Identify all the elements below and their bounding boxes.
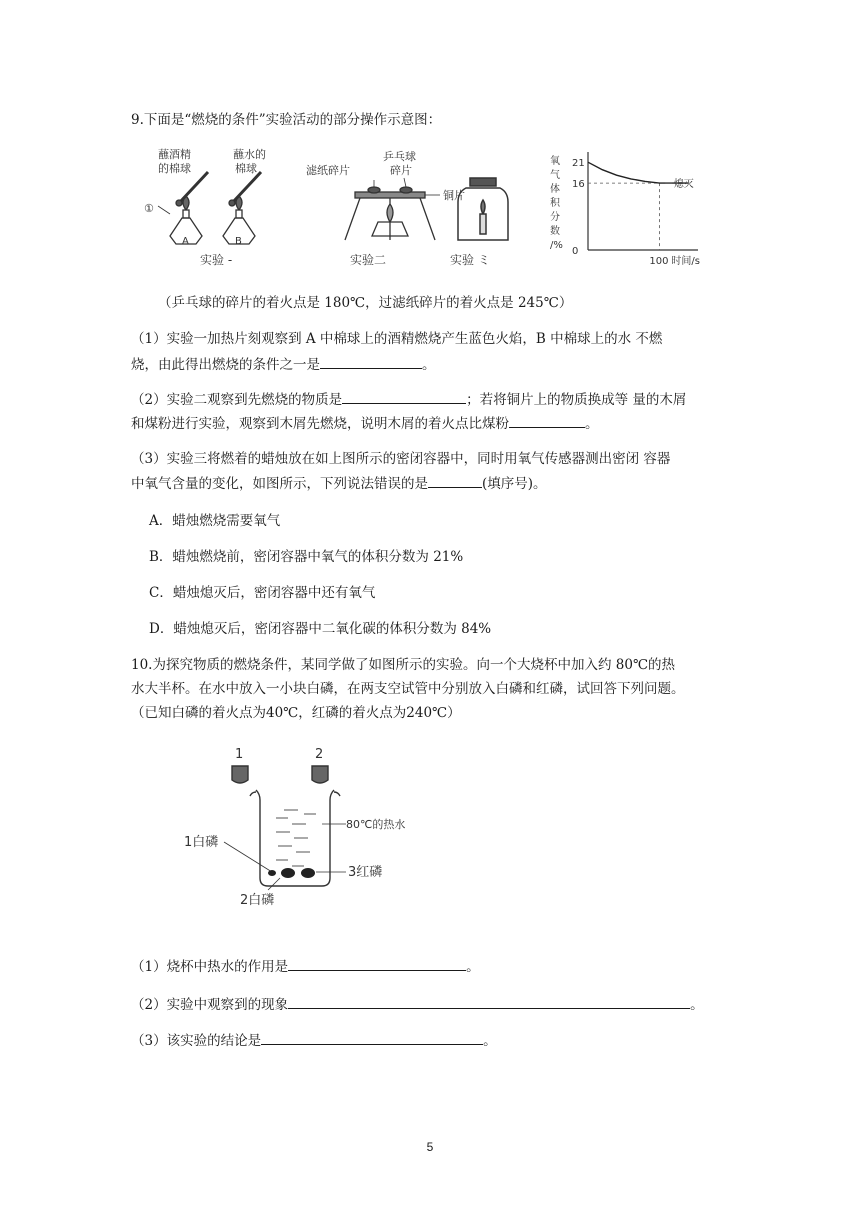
q10-stem-line1: 10.为探究物质的燃烧条件，某同学做了如图所示的实验。向一个大烧杯中加入约 80℃的热: [131, 657, 676, 673]
q9-option-c: C．蜡烛熄灭后，密闭容器中还有氧气: [149, 585, 376, 601]
label-pingpong-2: 碎片: [390, 164, 412, 177]
chart-ylabel-char: /%: [550, 240, 563, 251]
q9-note: （乒乓球的碎片的着火点是 180℃，过滤纸碎片的着火点是 245℃）: [158, 295, 573, 311]
q10-sub2: （2）实验中观察到的现象 。: [131, 994, 704, 1015]
label-alcohol-cotton-1: 蘸酒精: [158, 148, 191, 161]
label-exp3: 实验 ミ: [450, 253, 490, 267]
q9-sub3-line2: 中氧气含量的变化，如图所示，下列说法错误的是 (填序号)。: [131, 473, 547, 494]
label-water-cotton-2: 棉球: [235, 162, 257, 175]
chart-y-tick-label: 0: [572, 246, 579, 257]
q9-sub2-answer-blank-1[interactable]: [342, 389, 466, 404]
label-white-phosphorus-2: 2白磷: [240, 893, 275, 908]
q9-option-d: D．蜡烛熄灭后，密闭容器中二氧化碳的体积分数为 84%: [149, 621, 492, 637]
chart-note: 熄灭: [673, 179, 694, 191]
q10-stem-line2: 水大半杯。在水中放入一小块白磷，在两支空试管中分别放入白磷和红磷，试回答下列问题。: [131, 681, 685, 697]
chart-ylabel-char: 积: [550, 198, 560, 209]
chart-y-tick-label: 16: [572, 179, 585, 191]
q9-sub3-answer-blank[interactable]: [428, 473, 482, 488]
label-circle-1: ①: [144, 202, 154, 215]
label-white-phosphorus-1: 1白磷: [184, 835, 219, 850]
experiment-2-apparatus: [345, 178, 440, 240]
label-copper: 铜片: [443, 189, 465, 202]
q9-sub1-line2: 烧，由此得出燃烧的条件之一是 。: [131, 354, 436, 375]
chart-y-tick-label: 21: [572, 158, 585, 170]
q10-beaker-figure: [180, 740, 460, 910]
label-B: B: [235, 236, 242, 247]
chart-x-axis-label: 时间/s: [671, 256, 701, 267]
q9-sub3-line1: （3）实验三将燃着的蜡烛放在如上图所示的密闭容器中，同时用氧气传感器测出密闭 容器: [131, 451, 671, 467]
q10-sub1: （1）烧杯中热水的作用是 。: [131, 956, 480, 977]
q10-sub1-answer-blank[interactable]: [288, 956, 466, 971]
oxygen-chart: [550, 152, 700, 267]
page-number: 5: [426, 1140, 434, 1154]
q9-option-b: B．蜡烛燃烧前，密闭容器中氧气的体积分数为 21%: [149, 549, 464, 565]
q9-figure: [140, 140, 720, 275]
label-A: A: [182, 236, 189, 247]
label-red-phosphorus-3: 3红磷: [348, 865, 383, 880]
chart-ylabel-char: 氧: [550, 156, 560, 167]
label-pingpong-1: 乒乓球: [383, 150, 416, 163]
chart-ylabel-char: 体: [550, 184, 560, 195]
label-exp2: 实验二: [350, 253, 387, 267]
q10-stem-line3: （已知白磷的着火点为40℃，红磷的着火点为240℃）: [131, 705, 461, 721]
label-exp1: 实验 -: [200, 253, 233, 267]
label-alcohol-cotton-2: 的棉球: [158, 162, 191, 175]
q10-sub3: （3）该实验的结论是 。: [131, 1030, 497, 1051]
label-hot-water: 80℃的热水: [346, 818, 406, 831]
chart-ylabel-char: 数: [550, 226, 560, 237]
chart-x-tick-label: 100: [649, 256, 669, 267]
label-filter-paper: 滤纸碎片: [306, 164, 350, 177]
q9-sub1-answer-blank[interactable]: [320, 354, 422, 369]
q9-sub2-answer-blank-2[interactable]: [509, 413, 585, 428]
label-water-cotton-1: 蘸水的: [233, 148, 266, 161]
tube-1-label: 1: [235, 747, 244, 762]
q9-sub2-line2: 和煤粉进行实验，观察到木屑先燃烧，说明木屑的着火点比煤粉 。: [131, 413, 599, 434]
experiment-3-jar: [458, 178, 508, 240]
chart-ylabel-char: 气: [550, 170, 560, 181]
q9-sub1-line1: （1）实验一加热片刻观察到 A 中棉球上的酒精燃烧产生蓝色火焰，B 中棉球上的水 不燃: [131, 331, 663, 347]
experiment-1-apparatus: [158, 172, 261, 244]
q9-sub2-line1: （2）实验二观察到先燃烧的物质是 ；若将铜片上的物质换成等 量的木屑: [131, 389, 686, 410]
q9-option-a: A．蜡烛燃烧需要氧气: [149, 513, 281, 529]
tube-2-label: 2: [315, 747, 324, 762]
chart-ylabel-char: 分: [550, 212, 560, 223]
q10-sub3-answer-blank[interactable]: [261, 1030, 483, 1045]
q10-sub2-answer-blank[interactable]: [288, 994, 690, 1009]
q9-stem: 9.下面是“燃烧的条件”实验活动的部分操作示意图：: [131, 112, 442, 128]
